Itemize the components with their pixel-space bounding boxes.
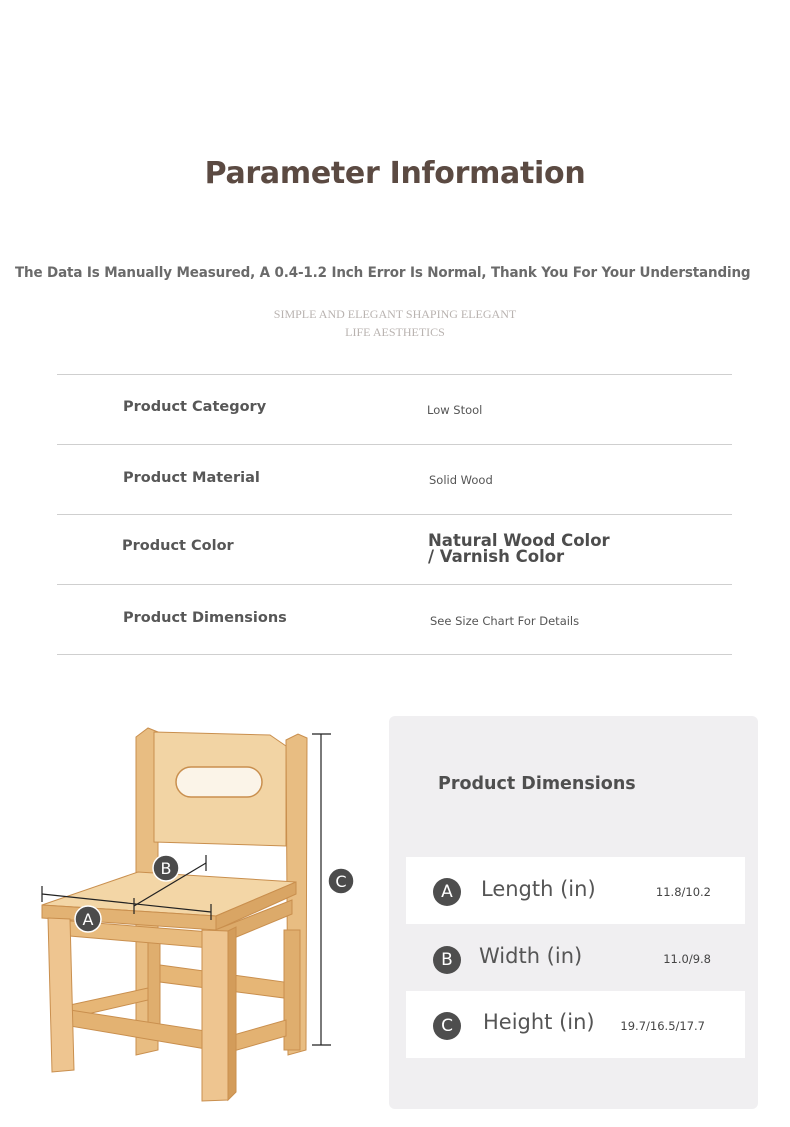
dimension-value: 11.8/10.2	[655, 885, 711, 899]
marker-b	[153, 855, 179, 881]
marker-c	[328, 868, 354, 894]
tagline-line-1: SIMPLE AND ELEGANT SHAPING ELEGANT	[273, 307, 517, 321]
dimension-row-length	[406, 857, 745, 924]
marker-a	[75, 906, 101, 932]
parameter-table	[57, 374, 732, 655]
dimension-name: Height (in)	[483, 1010, 595, 1034]
param-value-line-2: / Varnish Color	[428, 547, 565, 566]
dimensions-title: Product Dimensions	[438, 774, 636, 794]
svg-text:C: C	[335, 872, 347, 891]
param-value: Low Stool	[427, 403, 483, 417]
param-value	[428, 533, 610, 565]
param-row-color	[57, 514, 732, 584]
dimension-name: Width (in)	[479, 944, 583, 968]
param-row-material	[57, 444, 732, 514]
svg-text:B: B	[160, 859, 172, 878]
param-row-category	[57, 374, 732, 444]
param-label: Product Category	[123, 399, 267, 415]
param-label: Product Dimensions	[123, 610, 287, 626]
badge-b: B	[433, 946, 461, 974]
tagline	[0, 305, 790, 341]
badge-c: C	[433, 1012, 461, 1040]
dimension-row-width	[406, 924, 745, 991]
param-label: Product Color	[122, 538, 234, 554]
dimension-value: 19.7/16.5/17.7	[620, 1019, 705, 1033]
dimensions-panel	[389, 716, 758, 1109]
param-value: See Size Chart For Details	[430, 614, 580, 628]
param-label: Product Material	[123, 470, 260, 486]
dimension-value: 11.0/9.8	[663, 952, 711, 966]
dimension-row-height	[406, 991, 745, 1058]
param-value-line-1: Natural Wood Color	[428, 531, 610, 550]
chair-diagram	[30, 720, 370, 1110]
page-title: Parameter Information	[204, 156, 586, 191]
tagline-line-2: LIFE AESTHETICS	[345, 325, 445, 339]
param-value: Solid Wood	[429, 473, 493, 487]
param-row-dimensions	[57, 584, 732, 655]
svg-text:A: A	[82, 910, 94, 929]
dimension-name: Length (in)	[481, 877, 596, 901]
measurement-notice: The Data Is Manually Measured, A 0.4-1.2 Inch Error Is Normal, Thank You For Your Understanding	[14, 265, 751, 281]
badge-a: A	[433, 878, 461, 906]
